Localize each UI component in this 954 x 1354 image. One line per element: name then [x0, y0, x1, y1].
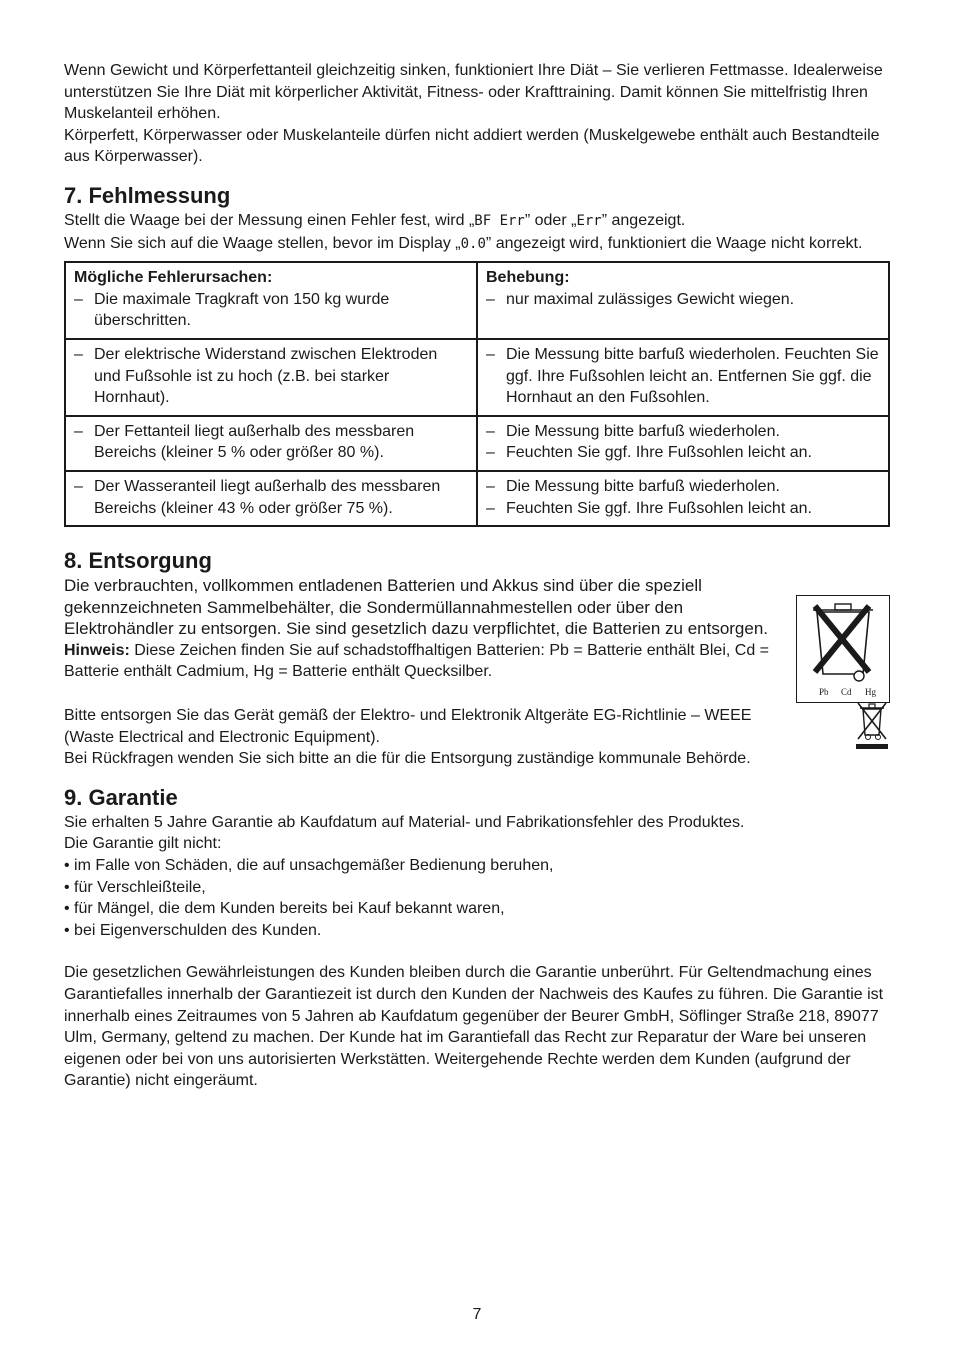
table-cell — [65, 339, 477, 416]
battery-disposal-block — [64, 575, 890, 698]
list-item: • für Mängel, die dem Kunden bereits bei Kauf bekannt waren, — [64, 900, 505, 918]
list-item: – Feuchten Sie ggf. Ihre Fußsohlen leicht an. — [486, 499, 812, 517]
battery-hint: Hinweis: Diese Zeichen finden Sie auf schadstoffhaltigen Batterien: Pb = Batterie enthält Blei, Cd = Batterie enthält Cadmium, Hg = Batterie enthält Quecksilber. — [64, 641, 770, 681]
list-item: • im Falle von Schäden, die auf unsachgemäßer Bedienung beruhen, — [64, 857, 554, 875]
intro-paragraph-2: Körperfett, Körperwasser oder Muskelanteile dürfen nicht addiert werden (Muskelgewebe enthält auch Bestandteile aus Körperwasser). — [64, 126, 880, 166]
authority-paragraph: Bei Rückfragen wenden Sie sich bitte an die für die Entsorgung zuständige kommunale Behörde. — [64, 750, 751, 768]
err-code: Err — [576, 212, 602, 229]
hint-label: Hinweis: — [64, 641, 130, 659]
list-item: – Der Wasseranteil liegt außerhalb des messbaren Bereichs (kleiner 43 % oder größer 75 %). — [74, 477, 441, 517]
battery-disposal-icon — [796, 595, 890, 703]
error-table — [64, 261, 890, 527]
table-cell — [65, 262, 477, 339]
list-item: • bei Eigenverschulden des Kunden. — [64, 921, 322, 939]
intro-paragraph-1: Wenn Gewicht und Körperfettanteil gleichzeitig sinken, funktioniert Ihre Diät – Sie verlieren Fettmasse. Idealerweise unterstützen Sie Ihre Diät mit körperlicher Aktivität, Fitness- oder Krafttraining. Damit können Sie mittelfristig Ihren Muskelanteil erhöhen. — [64, 62, 883, 123]
display-zero-line: Wenn Sie sich auf die Waage stellen, bevor im Display „0.0” angezeigt wird, funktioniert die Waage nicht korrekt. — [64, 234, 863, 252]
table-row — [65, 339, 889, 416]
warranty-paragraph-1: Sie erhalten 5 Jahre Garantie ab Kaufdatum auf Material- und Fabrikationsfehler des Produktes. — [64, 813, 745, 831]
error-display-line: Stellt die Waage bei der Messung einen Fehler fest, wird „BF Err” oder „Err” angezeigt. — [64, 211, 686, 229]
weee-paragraph: Bitte entsorgen Sie das Gerät gemäß der Elektro- und Elektronik Altgeräte EG-Richtlinie – WEEE (Waste Electrical and Electronic Equipment). — [64, 707, 752, 746]
bf-err-code: BF Err — [474, 212, 525, 229]
table-row — [65, 471, 889, 526]
page-content — [64, 60, 890, 1092]
table-cell — [65, 416, 477, 471]
list-item: – Feuchten Sie ggf. Ihre Fußsohlen leicht an. — [486, 444, 812, 462]
list-item: – Der elektrische Widerstand zwischen Elektroden und Fußsohle ist zu hoch (z.B. bei starker Hornhaut). — [74, 345, 438, 407]
table-cell — [65, 471, 477, 526]
table-cell — [477, 471, 889, 526]
list-item: – Der Fettanteil liegt außerhalb des messbaren Bereichs (kleiner 5 % oder größer 80 %). — [74, 422, 415, 462]
list-item: – Die Messung bitte barfuß wiederholen. — [486, 422, 780, 440]
list-item: – Die Messung bitte barfuß wiederholen. Feuchten Sie ggf. Ihre Fußsohlen leicht an. Entfernen Sie ggf. die Hornhaut an den Fußsohlen. — [486, 345, 879, 407]
list-item: – nur maximal zulässiges Gewicht wiegen. — [486, 290, 795, 308]
table-row — [65, 416, 889, 471]
battery-label-cd: Cd — [841, 687, 852, 698]
warranty-exclusions-list — [64, 855, 890, 941]
section-9-heading: 9. Garantie — [64, 784, 178, 810]
zero-code: 0.0 — [460, 235, 486, 252]
list-item: – Die Messung bitte barfuß wiederholen. — [486, 477, 780, 495]
battery-label-hg: Hg — [865, 687, 876, 698]
warranty-paragraph-2: Die Garantie gilt nicht: — [64, 835, 222, 853]
list-item: • für Verschleißteile, — [64, 878, 206, 896]
remedy-column-header: Behebung: — [486, 269, 570, 287]
battery-disposal-paragraph: Die verbrauchten, vollkommen entladenen Batterien und Akkus sind über die speziell gekennzeichneten Sammelbehälter, die Sondermüllannahmestellen oder über den Elektrohändler zu entsorgen. Sie sind gesetzlich dazu verpflichtet, die Batterien zu entsorgen. — [64, 576, 769, 639]
section-7-heading: 7. Fehlmessung — [64, 182, 231, 208]
table-cell — [477, 262, 889, 339]
crossed-bin-icon — [797, 596, 889, 702]
table-cell — [477, 339, 889, 416]
warranty-paragraph-3: Die gesetzlichen Gewährleistungen des Kunden bleiben durch die Garantie unberührt. Für Geltendmachung eines Garantiefalles innerhalb der Garantiezeit ist durch den Kunden der Nachweis des Kaufes zu führen. Die Garantie ist innerhalb eines Zeitraumes von 5 Jahren ab Kaufdatum gegenüber der Beurer GmbH, Söflinger Straße 218, 89077 Ulm, Germany, geltend zu machen. Der Kunde hat im Garantiefall das Recht zur Reparatur der Ware bei unseren eigenen oder bei von uns autorisierten Werkstätten. Weitergehende Rechte werden dem Kunden (aufgrund der Garantie) nicht eingeräumt. — [64, 964, 884, 1090]
section-8-heading: 8. Entsorgung — [64, 548, 212, 574]
list-item: – Die maximale Tragkraft von 150 kg wurde überschritten. — [74, 290, 390, 330]
weee-block — [64, 705, 890, 770]
table-cell — [477, 416, 889, 471]
table-row — [65, 262, 889, 339]
cause-column-header: Mögliche Fehlerursachen: — [74, 269, 273, 287]
page-number: 7 — [472, 1306, 482, 1323]
weee-bin-icon — [854, 701, 890, 751]
battery-label-pb: Pb — [819, 687, 829, 698]
